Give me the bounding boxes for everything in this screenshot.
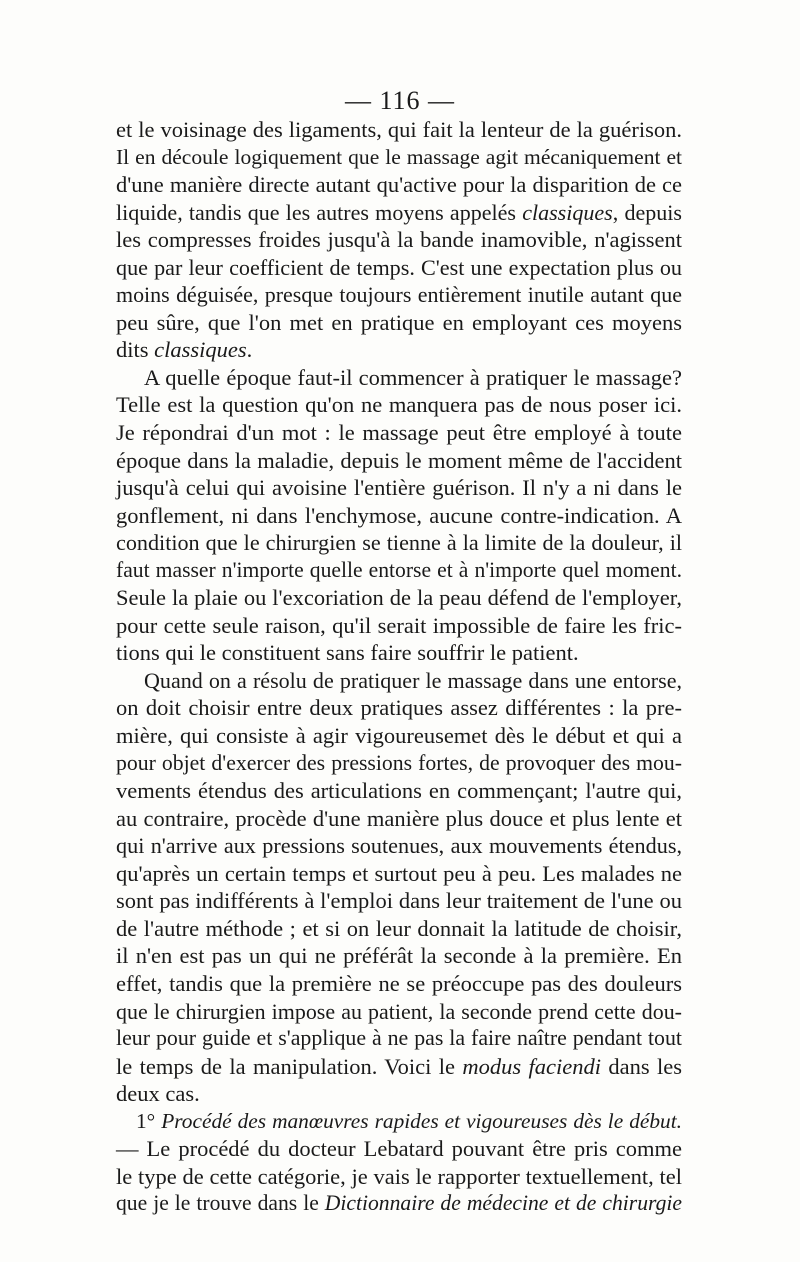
text-line: faut masser n'importe quelle entorse et à n'importe quel moment.	[116, 557, 682, 582]
paragraph-start-line: A quelle époque faut-il commencer à pratiquer le massage?	[144, 364, 682, 390]
text-line: deux cas.	[116, 1081, 200, 1107]
text-line	[116, 336, 682, 364]
text-line: Il en découle logiquement que le massage agit mécaniquement et	[116, 144, 682, 169]
text-line: qui n'arrive aux pressions soutenues, aux mouvements étendus,	[116, 833, 682, 859]
italic-term: modus faciendi	[462, 1053, 602, 1079]
text-line: condition que le chirurgien se tienne à la limite de la douleur, il	[116, 530, 682, 556]
paragraph-start-line: Quand on a résolu de pratiquer le massage dans une entorse,	[144, 667, 682, 693]
text-line	[116, 199, 682, 227]
text-line: pour cette seule raison, qu'il serait impossible de faire les fric-	[116, 612, 682, 638]
text-run: dits	[116, 337, 155, 363]
text-line: Je répondrai d'un mot : le massage peut être employé à toute	[116, 420, 682, 446]
text-run: dans les	[601, 1053, 683, 1079]
body-text	[116, 116, 682, 1218]
text-line: Seule la plaie ou l'excoriation de la peau défend de l'employer,	[116, 585, 682, 611]
text-line: pour objet d'exercer des pressions fortes, de provoquer des mou-	[116, 750, 682, 775]
text-line: il n'en est pas un qui ne préférât la seconde à la première. En	[116, 943, 682, 969]
text-run: .	[246, 337, 253, 363]
text-line: d'une manière directe autant qu'active pour la disparition de ce	[116, 172, 682, 198]
text-line: vements étendus des articulations en commençant; l'autre qui,	[116, 778, 682, 804]
section-heading-line	[116, 1108, 682, 1136]
text-line: Telle est la question qu'on ne manquera pas de nous poser ici.	[116, 392, 682, 418]
text-line: moins déguisée, presque toujours entièrement inutile autant que	[116, 282, 682, 308]
text-line: peu sûre, que l'on met en pratique en employant ces moyens	[116, 309, 682, 335]
text-run: que je le trouve dans le	[116, 1191, 325, 1216]
text-line: le type de cette catégorie, je vais le rapporter textuellement, tel	[116, 1163, 682, 1189]
text-line: mière, qui consiste à agir vigoureusemet dès le début et qui a	[116, 723, 682, 749]
text-line: que le chirurgien impose au patient, la seconde prend cette dou-	[116, 998, 682, 1024]
text-line: effet, tandis que la première ne se préoccupe pas des douleurs	[116, 970, 682, 996]
text-run: le temps de la manipulation. Voici le	[116, 1053, 463, 1079]
text-line: de l'autre méthode ; et si on leur donnait la latitude de choisir,	[116, 915, 682, 941]
text-line: époque dans la maladie, depuis le moment même de l'accident	[116, 447, 682, 473]
italic-term: classiques	[154, 337, 247, 363]
section-heading: Procédé des manœuvres rapides et vigoureuses dès le début.	[161, 1108, 682, 1133]
text-line: leur pour guide et s'applique à ne pas la faire naître pendant tout	[116, 1026, 682, 1051]
text-line: gonflement, ni dans l'enchymose, aucune contre-indication. A	[116, 502, 682, 528]
text-run: liquide, tandis que les autres moyens appelés	[116, 199, 523, 225]
text-line: sont pas indifférents à l'emploi dans leur traitement de l'une ou	[116, 888, 682, 914]
text-line: au contraire, procède d'une manière plus douce et plus lente et	[116, 805, 682, 831]
text-line: les compresses froides jusqu'à la bande inamovible, n'agissent	[116, 227, 682, 253]
text-line: on doit choisir entre deux pratiques assez différentes : la pre-	[116, 695, 682, 721]
italic-title: Dictionnaire de médecine et de chirurgie	[324, 1191, 683, 1216]
italic-term: classiques	[522, 199, 613, 225]
text-line: — Le procédé du docteur Lebatard pouvant être pris comme	[116, 1136, 682, 1162]
text-run: , depuis	[612, 199, 682, 225]
text-line: que par leur coefficient de temps. C'est une expectation plus ou	[116, 254, 682, 280]
section-number: 1°	[136, 1108, 162, 1133]
text-line	[116, 1053, 682, 1081]
text-line: et le voisinage des ligaments, qui fait la lenteur de la guérison.	[116, 117, 682, 142]
text-line: qu'après un certain temps et surtout peu à peu. Les malades ne	[116, 860, 682, 886]
page-number: — 116 —	[344, 86, 456, 115]
text-line: tions qui le constituent sans faire souffrir le patient.	[116, 640, 579, 666]
text-line: jusqu'à celui qui avoisine l'entière guérison. Il n'y a ni dans le	[116, 475, 682, 501]
text-line	[116, 1190, 682, 1218]
